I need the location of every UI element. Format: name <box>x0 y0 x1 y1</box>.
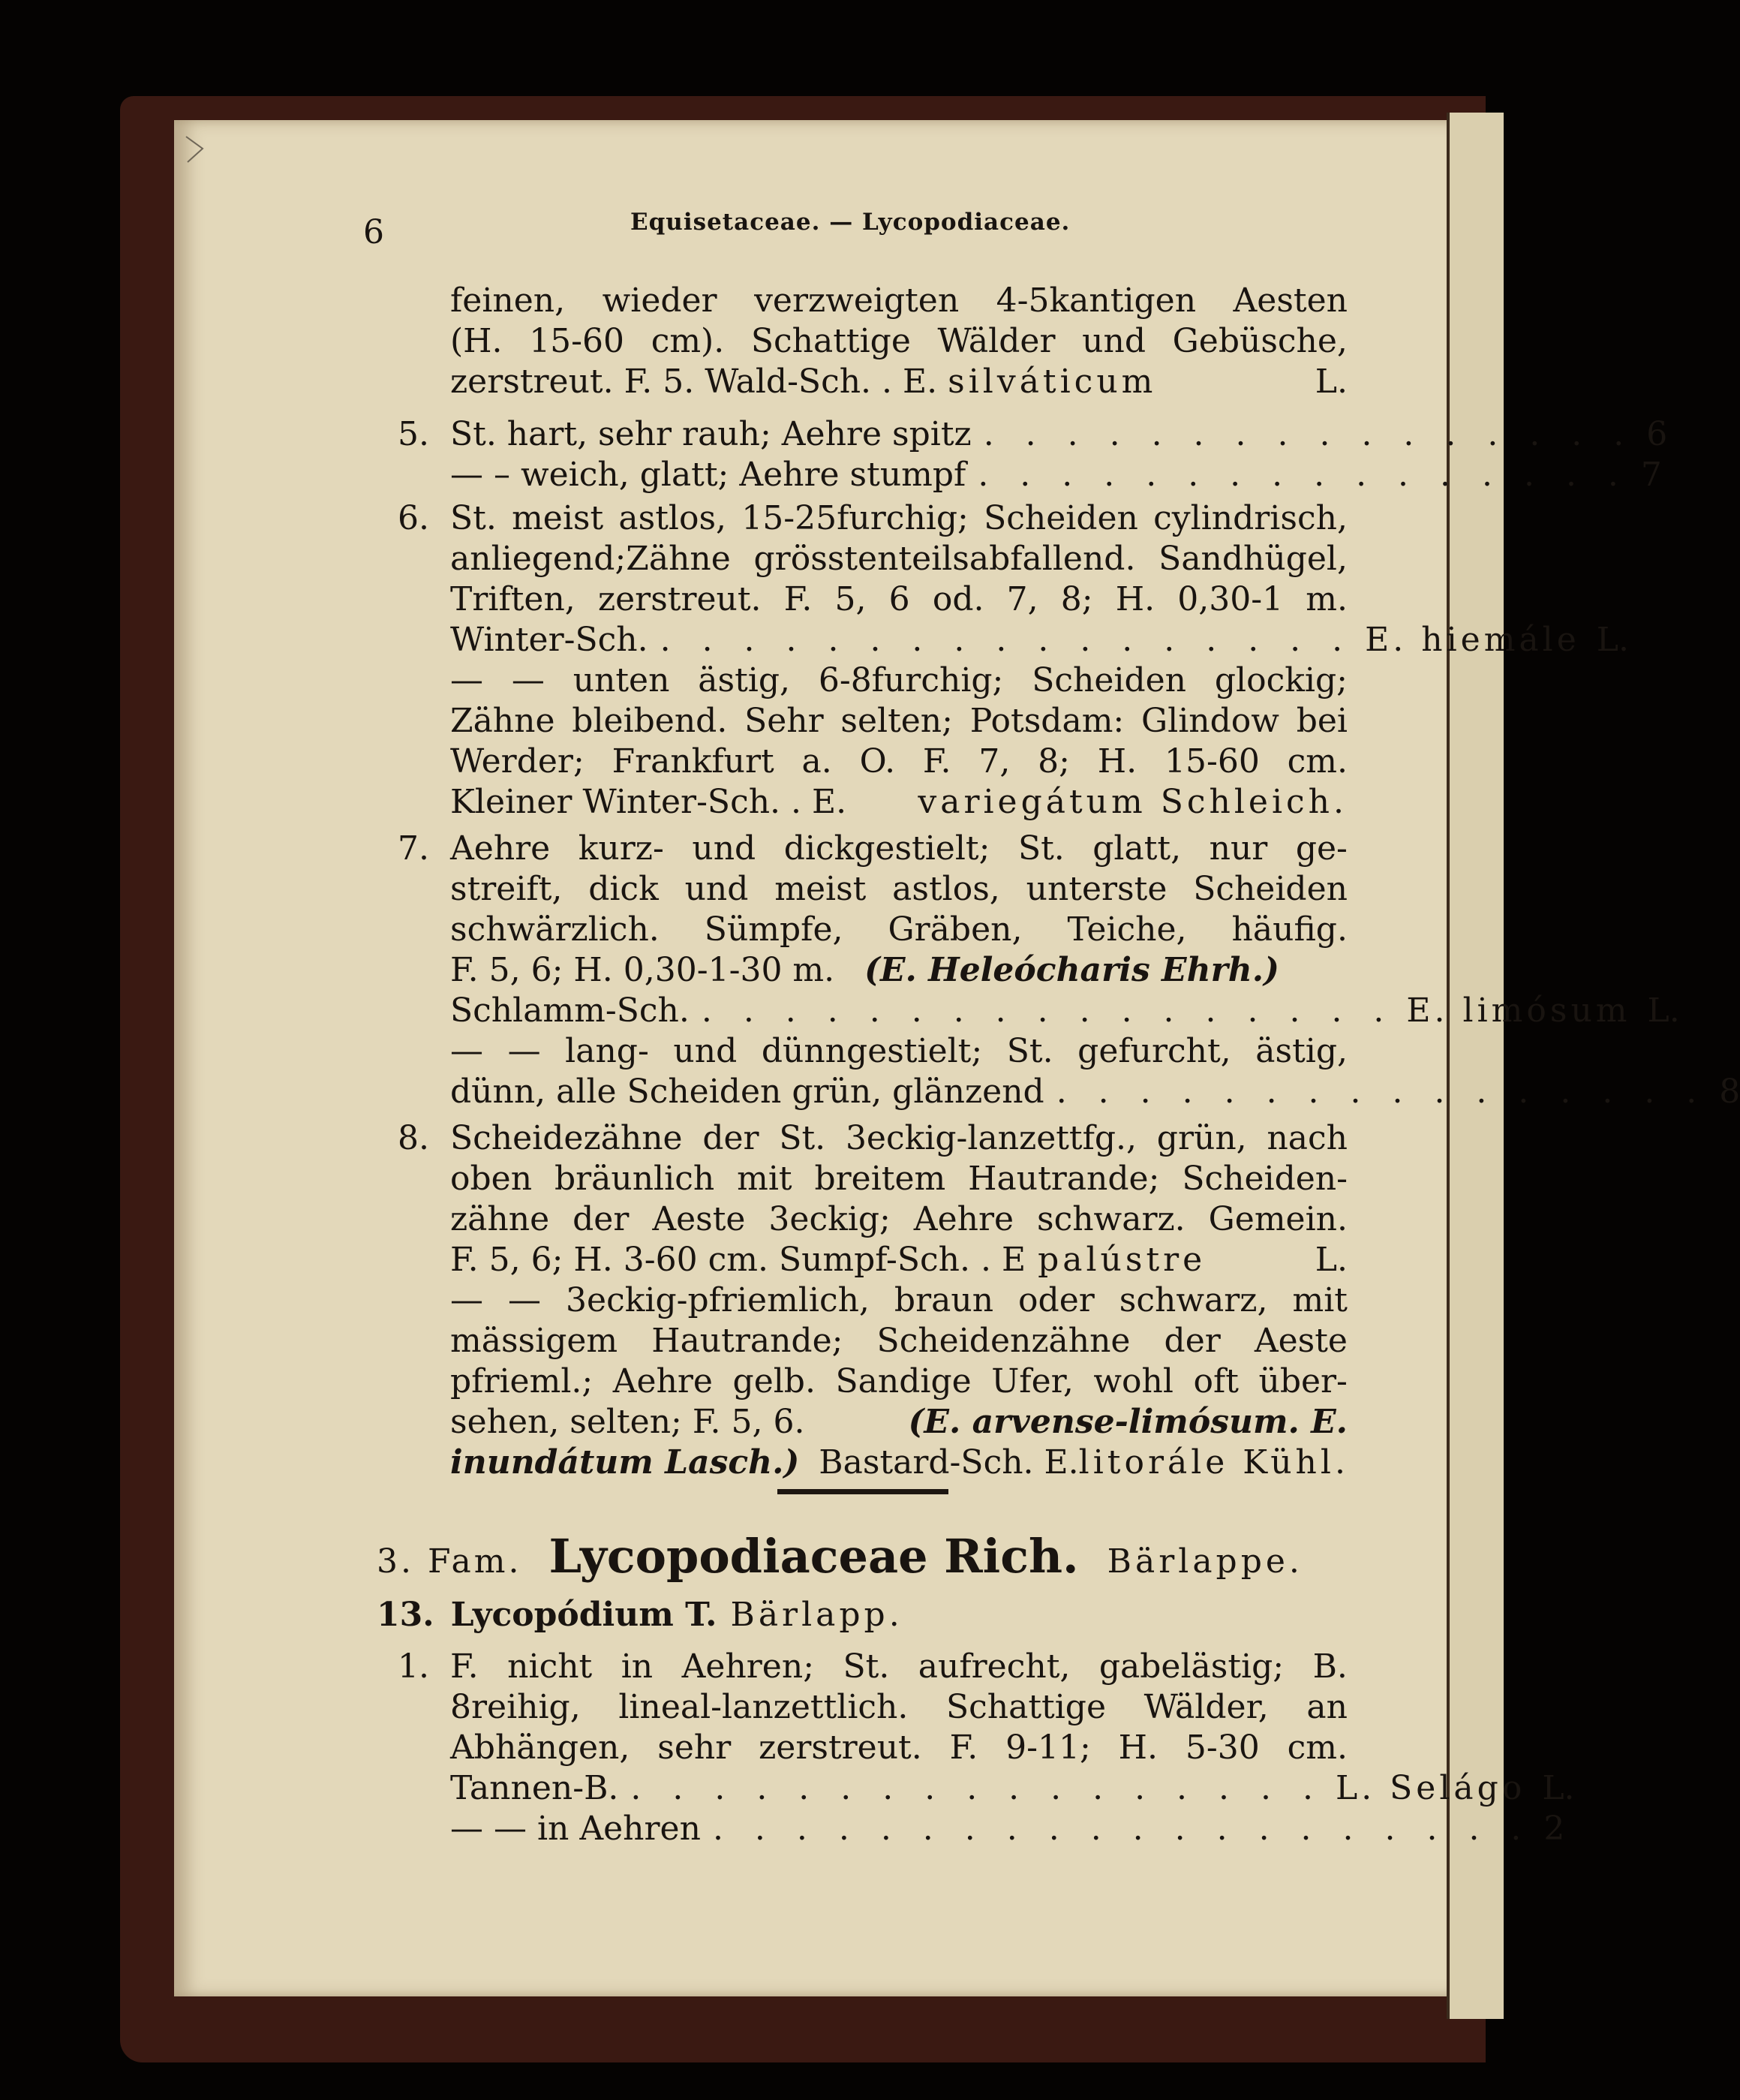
word: und <box>1082 322 1146 360</box>
text-line <box>450 742 1348 782</box>
word: Wälder, <box>1143 1688 1269 1726</box>
leader-dots: . . . . . . . . . . . . . . . . . <box>660 621 1354 659</box>
word: 8reihig, <box>450 1688 581 1726</box>
word: Gebüsche, <box>1172 322 1348 360</box>
key-target: 6 <box>1646 415 1668 453</box>
family-name: Lycopodiaceae Rich. <box>548 1529 1079 1584</box>
line-text: Kleiner Winter-Sch. . E. <box>450 783 847 821</box>
species-name: palústre <box>1038 1241 1207 1279</box>
word: der <box>702 1119 759 1157</box>
text-line <box>450 281 1348 321</box>
word: Zähne <box>450 702 555 740</box>
word: H. <box>1118 1728 1158 1767</box>
word: gefurcht, <box>1077 1032 1231 1070</box>
word: St. <box>779 1119 826 1157</box>
word: mit <box>1292 1281 1348 1319</box>
word: nicht <box>507 1647 593 1686</box>
line-text: dünn, alle Scheiden grün, glänzend <box>450 1073 1044 1111</box>
word: Wälder <box>937 322 1056 360</box>
word: mit <box>737 1160 792 1198</box>
key-line <box>450 455 1662 495</box>
key-line <box>450 1402 1348 1443</box>
word: Teiche, <box>1067 910 1187 949</box>
word: Gräben, <box>888 910 1023 949</box>
word: sehr <box>657 1728 732 1767</box>
page-number: 6 <box>363 213 384 251</box>
family-label: 3. Fam. <box>377 1542 522 1581</box>
word: cm. <box>1287 742 1348 781</box>
key-line <box>450 991 1680 1031</box>
synonym: (E. Heleócharis Ehrh.) <box>864 951 1279 989</box>
species-author: L. <box>1542 1769 1575 1807</box>
word: bräunlich <box>554 1160 715 1198</box>
synonym: (E. arvense-limósum. E. <box>908 1403 1348 1441</box>
word: ge- <box>1295 829 1348 868</box>
word: Schattige <box>750 322 911 360</box>
word: 15-25furchig; <box>741 499 969 537</box>
line-text: Bastard-Sch. E. <box>819 1443 1079 1482</box>
word: Abhängen, <box>450 1728 630 1767</box>
word: Frankfurt <box>612 742 774 781</box>
text-line <box>450 1361 1348 1402</box>
word: dick <box>588 870 659 908</box>
word: Aehre <box>450 829 551 868</box>
genus-name: Lycopódium T. <box>450 1596 717 1634</box>
word: aufrecht, <box>918 1647 1071 1686</box>
word: bei <box>1296 702 1348 740</box>
text-line <box>450 660 1348 701</box>
word: 6-8furchig; <box>818 661 1004 699</box>
running-head: Equisetaceae. — Lycopodiaceae. <box>630 209 1071 236</box>
word: Scheidenzähne <box>876 1322 1131 1360</box>
word: Glindow <box>1141 702 1279 740</box>
facing-page-edge <box>1447 113 1504 2019</box>
word: ästig, <box>1255 1032 1348 1070</box>
key-line <box>450 1072 1740 1112</box>
key-line <box>450 1768 1575 1809</box>
synonym: inundátum Lasch.) <box>450 1443 800 1482</box>
genus-number: 13. <box>377 1596 434 1634</box>
line-text: F. 5, 6; H. 0,30-1-30 m. <box>450 951 835 989</box>
text-line <box>450 910 1348 950</box>
family-heading <box>377 1527 1303 1592</box>
word: über- <box>1258 1362 1348 1401</box>
word: 3eckig; <box>768 1200 891 1238</box>
species-name: variegátum Schleich. <box>918 783 1348 821</box>
word: — <box>511 661 545 699</box>
key-line <box>450 620 1629 660</box>
word: verzweigten <box>754 281 960 320</box>
species-name: E. hiemále <box>1365 621 1580 659</box>
couplet-number: 6. <box>398 499 429 537</box>
line-text: Winter-Sch. <box>450 621 648 659</box>
word: Aesten <box>1233 281 1348 320</box>
text-line <box>450 869 1348 910</box>
word: wohl <box>1093 1362 1174 1401</box>
key-line <box>450 950 1348 991</box>
key-line <box>450 1443 1348 1483</box>
word: Scheiden- <box>1182 1160 1348 1198</box>
word: H. <box>1097 742 1137 781</box>
word: oder <box>1018 1281 1095 1319</box>
word: bleibend. <box>572 702 728 740</box>
key-line <box>450 1809 1565 1849</box>
word: ästig, <box>698 661 790 699</box>
key-line <box>450 1240 1348 1280</box>
word: braun <box>894 1281 994 1319</box>
species-name: E. limósum <box>1406 991 1631 1030</box>
word: Scheiden <box>984 499 1138 537</box>
section-rule <box>777 1489 948 1494</box>
text-line <box>450 1321 1348 1361</box>
word: breitem <box>814 1160 946 1198</box>
word: schwarz, <box>1119 1281 1268 1319</box>
text-line <box>450 321 1348 362</box>
word: St. <box>1006 1032 1053 1070</box>
word: 8; <box>1038 742 1070 781</box>
word: an <box>1306 1688 1348 1726</box>
genus-german-name: Bärlapp. <box>730 1596 903 1634</box>
line-text: Tannen-B. <box>450 1769 619 1807</box>
word: kurz- <box>578 829 664 868</box>
word: und <box>692 829 756 868</box>
word: in <box>621 1647 654 1686</box>
word: meist <box>512 499 604 537</box>
word: Gemein. <box>1208 1200 1348 1238</box>
family-german-name: Bärlappe. <box>1107 1542 1303 1581</box>
key-line <box>450 362 1348 402</box>
leader-dots: . . . . . . . . . . . . . . . . . . . . <box>712 1810 1532 1848</box>
text-line <box>450 1728 1348 1768</box>
word: Sehr <box>744 702 824 740</box>
word: Scheiden <box>1193 870 1348 908</box>
word: Triften, <box>450 580 575 618</box>
word: od. <box>932 580 984 618</box>
line-text: F. 5, 6; H. 3-60 cm. Sumpf-Sch. . E <box>450 1241 1026 1279</box>
word: streift, <box>450 870 563 908</box>
word: H. <box>1115 580 1155 618</box>
word: 6 <box>888 580 910 618</box>
word: zerstreut. <box>759 1728 922 1767</box>
text-line <box>450 1199 1348 1240</box>
word: nur <box>1209 829 1268 868</box>
text-line <box>450 1031 1348 1072</box>
word: mässigem <box>450 1322 618 1360</box>
word: astlos, <box>618 499 727 537</box>
word: B. <box>1312 1647 1348 1686</box>
word: 3eckig-lanzettfg., <box>845 1119 1137 1157</box>
word: F. <box>450 1647 479 1686</box>
word: der <box>1164 1322 1221 1360</box>
word: 5-30 <box>1185 1728 1260 1767</box>
word: oft <box>1193 1362 1239 1401</box>
word: nach <box>1267 1119 1348 1157</box>
word: Werder; <box>450 742 585 781</box>
key-line <box>450 414 1668 455</box>
word: 4-5kantigen <box>996 281 1197 320</box>
word: F. <box>783 580 813 618</box>
word: schwarz. <box>1037 1200 1186 1238</box>
text-line <box>450 579 1348 620</box>
word: Sandhügel, <box>1158 540 1348 578</box>
word: 7, <box>978 742 1011 781</box>
word: a. <box>801 742 832 781</box>
text-line <box>450 1280 1348 1321</box>
word: zerstreut. <box>597 580 762 618</box>
word: schwärzlich. <box>450 910 660 949</box>
word: 0,30-1 <box>1177 580 1284 618</box>
key-target: 8 <box>1719 1073 1740 1111</box>
word: St. <box>843 1647 890 1686</box>
species-name: litorále Kühl. <box>1078 1443 1349 1482</box>
species-author: L. <box>1315 1241 1348 1279</box>
word: oben <box>450 1160 533 1198</box>
text-line <box>450 1118 1348 1159</box>
line-text: sehen, selten; F. 5, 6. <box>450 1403 805 1441</box>
text-line <box>450 498 1348 539</box>
leader-dots: . . . . . . . . . . . . . . . . . <box>630 1769 1324 1807</box>
word: gelb. <box>732 1362 816 1401</box>
key-target: 7 <box>1640 456 1662 494</box>
couplet-number: 1. <box>398 1647 429 1686</box>
word: pfrieml.; <box>450 1362 594 1401</box>
word: m. <box>1306 580 1348 618</box>
leader-dots: . . . . . . . . . . . . . . . . <box>1056 1073 1708 1111</box>
word: unten <box>572 661 670 699</box>
word: — <box>450 661 483 699</box>
word: — <box>450 1032 483 1070</box>
line-text: Schlamm-Sch. <box>450 991 690 1030</box>
key-target: 2 <box>1543 1810 1565 1848</box>
species-author: L. <box>1647 991 1680 1030</box>
text-line <box>450 539 1348 579</box>
text-line <box>450 829 1348 869</box>
word: 15-60 <box>529 322 625 360</box>
line-text: zerstreut. F. 5. Wald-Sch. . E. <box>450 363 938 401</box>
word: 7, <box>1006 580 1038 618</box>
word: der <box>572 1200 630 1238</box>
word: gabelästig; <box>1098 1647 1285 1686</box>
word: häufig. <box>1231 910 1348 949</box>
leader-dots: . . . . . . . . . . . . . . . . <box>978 456 1629 494</box>
word: Sandige <box>835 1362 972 1401</box>
word: meist <box>774 870 867 908</box>
word: Potsdam: <box>969 702 1125 740</box>
genus-heading <box>377 1593 903 1638</box>
word: unterste <box>1026 870 1168 908</box>
text-line <box>450 701 1348 742</box>
word: wieder <box>602 281 717 320</box>
couplet-number: 7. <box>398 829 429 868</box>
text-line <box>450 1647 1348 1687</box>
line-text: St. hart, sehr rauh; Aehre spitz <box>450 415 972 453</box>
word: Schattige <box>946 1688 1107 1726</box>
word: grösstenteilsabfallend. <box>753 540 1136 578</box>
word: St. <box>1017 829 1065 868</box>
leader-dots: . . . . . . . . . . . . . . . . . <box>701 991 1395 1030</box>
word: Scheidezähne <box>450 1119 683 1157</box>
word: glatt, <box>1092 829 1182 868</box>
word: dünngestielt; <box>761 1032 983 1070</box>
word: 3eckig-pfriemlich, <box>566 1281 870 1319</box>
couplet-number: 5. <box>398 415 429 453</box>
word: dickgestielt; <box>783 829 990 868</box>
leader-dots: . . . . . . . . . . . . . . . . <box>983 415 1635 453</box>
word: 15-60 <box>1164 742 1260 781</box>
species-author: L. <box>1315 363 1348 401</box>
word: Ufer, <box>991 1362 1074 1401</box>
word: Aehre <box>612 1362 713 1401</box>
word: cylindrisch, <box>1153 499 1348 537</box>
word: cm). <box>651 322 725 360</box>
word: 9-11; <box>1005 1728 1091 1767</box>
word: grün, <box>1156 1119 1247 1157</box>
text-line <box>450 1159 1348 1199</box>
word: astlos, <box>892 870 1000 908</box>
word: Aeste <box>1254 1322 1348 1360</box>
word: cm. <box>1287 1728 1348 1767</box>
text-line <box>450 1687 1348 1728</box>
word: Aehren; <box>681 1647 815 1686</box>
word: Hautrande; <box>968 1160 1160 1198</box>
word: und <box>673 1032 738 1070</box>
word: Sümpfe, <box>704 910 843 949</box>
word: Scheiden <box>1032 661 1187 699</box>
word: zähne <box>450 1200 550 1238</box>
species-author: L. <box>1596 621 1629 659</box>
word: lineal-lanzettlich. <box>618 1688 909 1726</box>
couplet-number: 8. <box>398 1119 429 1157</box>
line-text: — — in Aehren <box>450 1810 701 1848</box>
word: — <box>507 1032 541 1070</box>
word: F. <box>922 742 951 781</box>
word: glockig; <box>1214 661 1348 699</box>
word: 5, <box>834 580 867 618</box>
word: und <box>684 870 749 908</box>
species-name: silváticum <box>948 363 1157 401</box>
word: 8; <box>1060 580 1093 618</box>
word: lang- <box>565 1032 649 1070</box>
word: Hautrande; <box>651 1322 843 1360</box>
word: feinen, <box>450 281 566 320</box>
word: St. <box>450 499 497 537</box>
word: Aehre <box>913 1200 1014 1238</box>
word: selten; <box>840 702 953 740</box>
word: — <box>508 1281 542 1319</box>
line-text: — – weich, glatt; Aehre stumpf <box>450 456 966 494</box>
species-name: L. Selágo <box>1335 1769 1526 1807</box>
word: Aeste <box>652 1200 746 1238</box>
word: F. <box>949 1728 978 1767</box>
word: anliegend;Zähne <box>450 540 731 578</box>
key-line <box>450 782 1348 823</box>
page-corner-mark-icon <box>180 132 218 170</box>
word: (H. <box>450 322 503 360</box>
word: O. <box>859 742 896 781</box>
word: — <box>450 1281 483 1319</box>
